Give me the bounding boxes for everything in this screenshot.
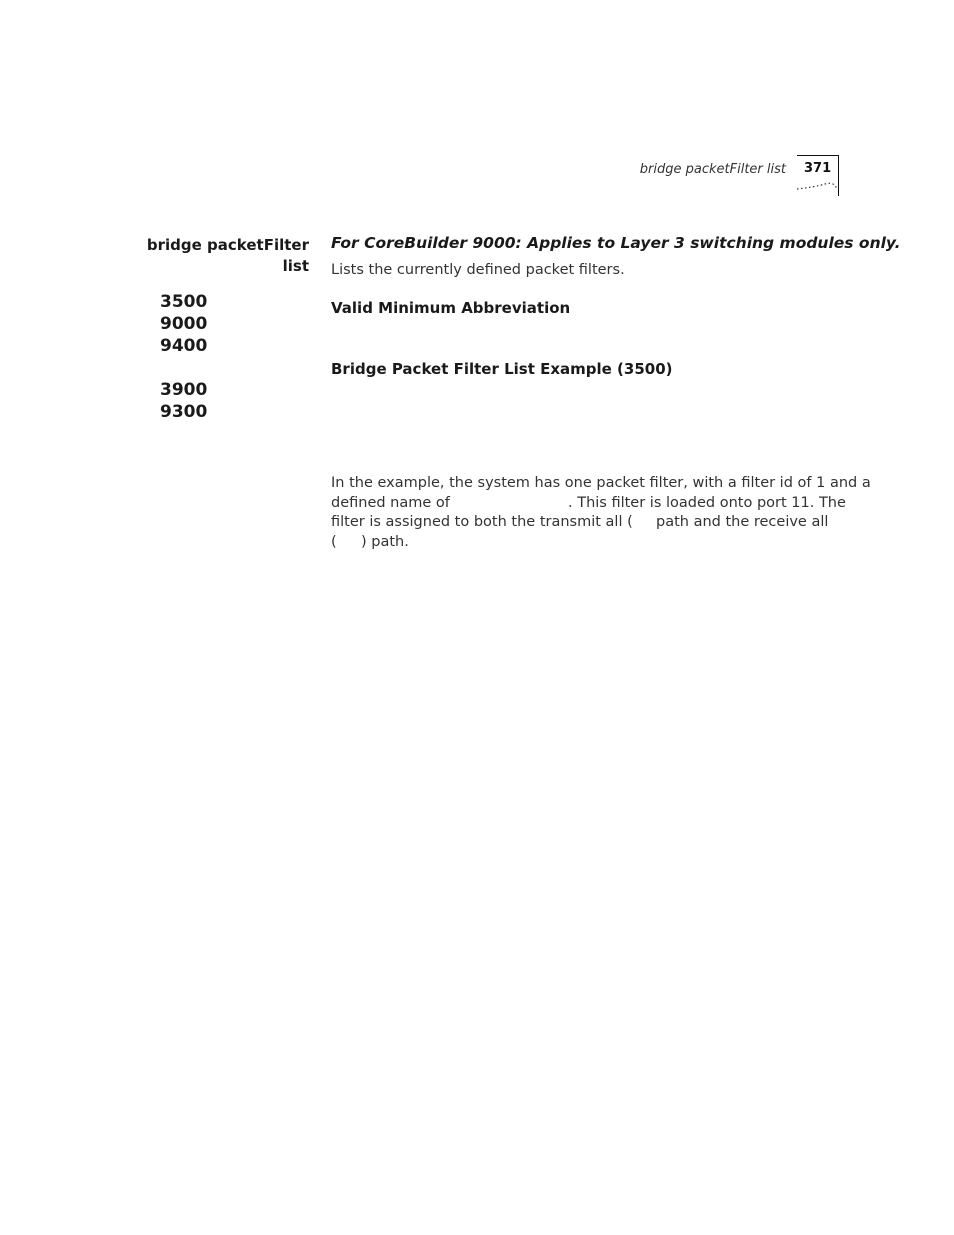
platform-gap xyxy=(160,357,207,379)
platform-item: 3500 xyxy=(160,292,208,312)
running-header-title: bridge packetFilter list xyxy=(639,162,786,177)
platform-list xyxy=(160,291,207,423)
paragraph-text: path and the receive all xyxy=(656,514,829,530)
paragraph-text: filter is assigned to both the transmit all ( xyxy=(331,514,633,530)
paragraph-line xyxy=(331,533,843,553)
paragraph-text: defined name of xyxy=(331,494,450,511)
paragraph-text: In the example, the system has one packet filter, with a filter id of 1 and a xyxy=(331,475,871,491)
header-dotted-curve xyxy=(795,178,839,194)
command-title-line2: list xyxy=(282,257,309,275)
command-title xyxy=(140,235,309,277)
command-description: Lists the currently defined packet filters. xyxy=(331,262,625,278)
example-explanation-paragraph xyxy=(331,474,871,552)
header-corner-rule-top xyxy=(797,155,839,156)
command-title-line1: bridge packetFilter xyxy=(146,236,309,254)
example-heading: Bridge Packet Filter List Example (3500) xyxy=(331,360,673,378)
paragraph-text: . This filter is loaded onto port 11. The xyxy=(568,494,846,511)
platform-item: 9400 xyxy=(160,336,208,356)
platform-item: 9300 xyxy=(160,402,208,422)
paragraph-line xyxy=(331,513,843,533)
paragraph-line xyxy=(331,474,871,494)
paragraph-text: ( xyxy=(331,533,337,550)
platform-item: 3900 xyxy=(160,380,208,400)
valid-min-abbreviation-heading: Valid Minimum Abbreviation xyxy=(331,299,571,317)
paragraph-line xyxy=(331,494,846,514)
paragraph-text: ) path. xyxy=(361,533,409,550)
applies-note: For CoreBuilder 9000: Applies to Layer 3 switching modules only. xyxy=(331,234,901,252)
platform-item: 9000 xyxy=(160,314,208,334)
page-number: 371 xyxy=(804,161,832,176)
